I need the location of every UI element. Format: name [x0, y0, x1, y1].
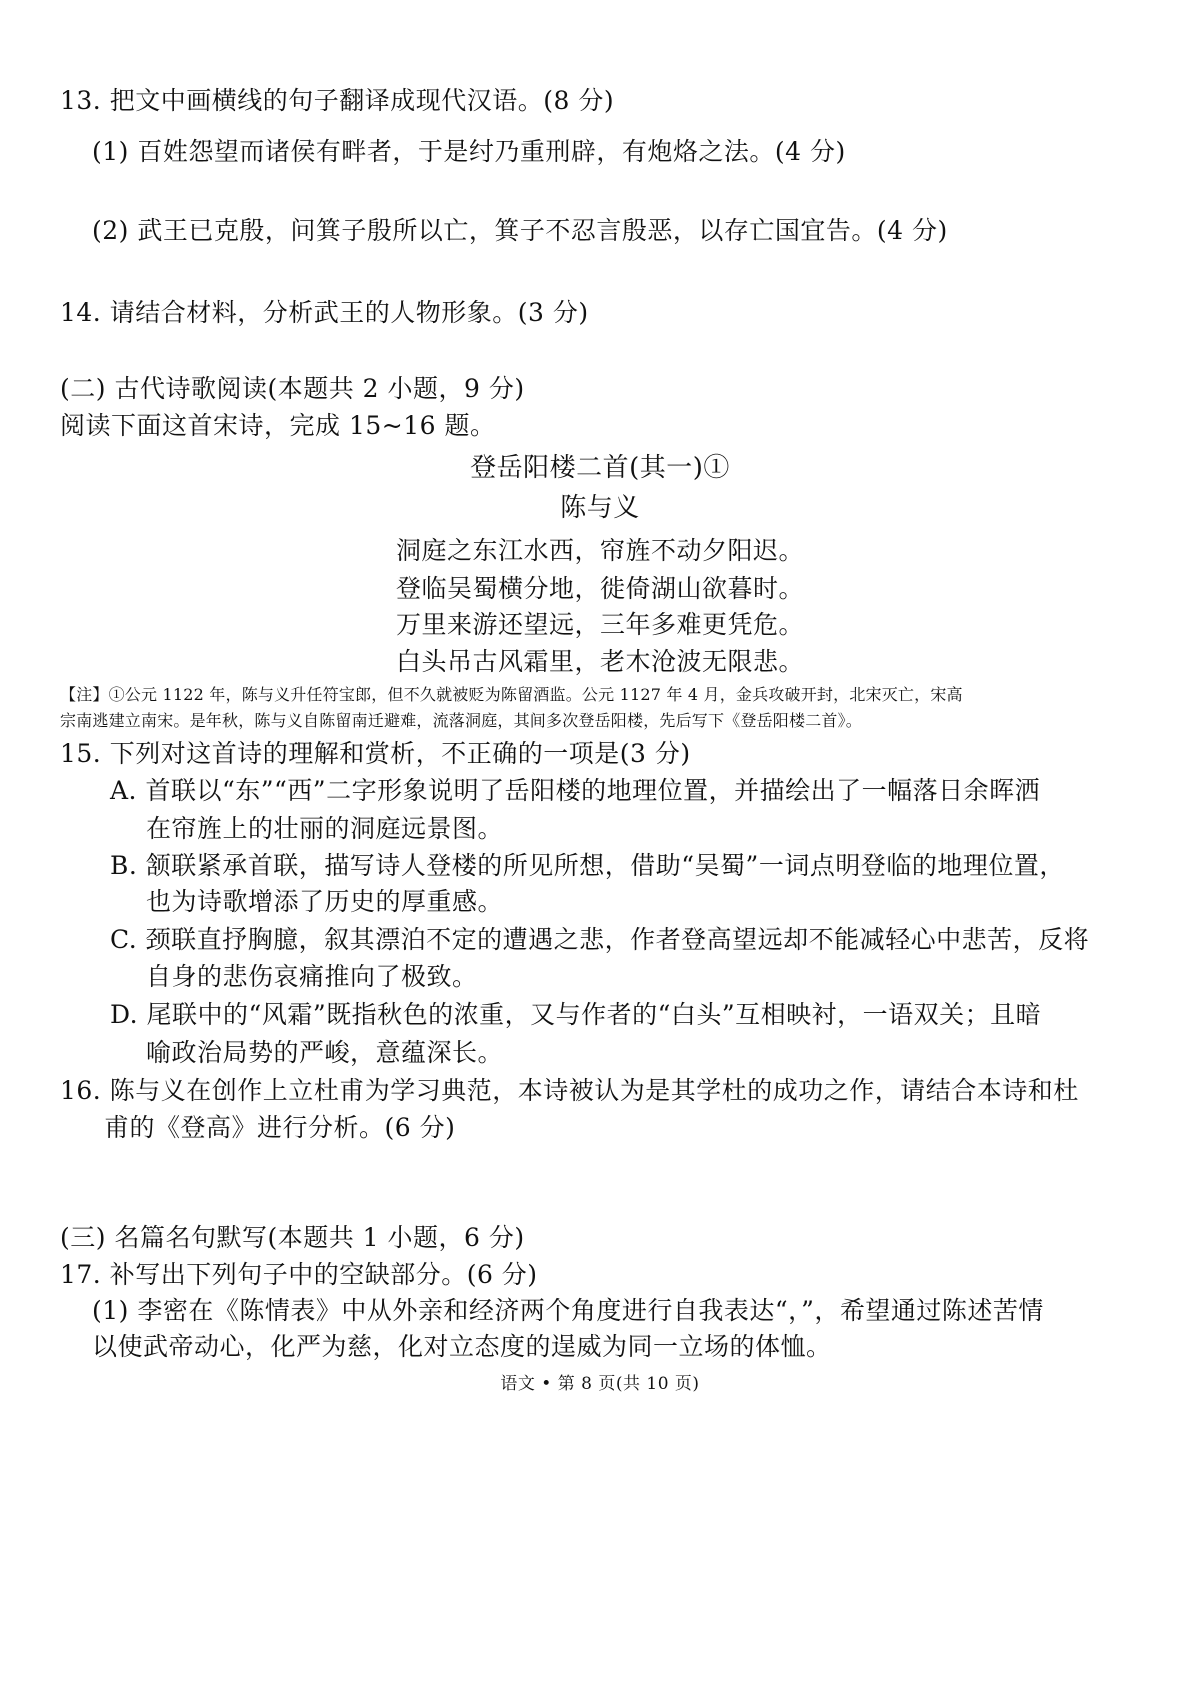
q15-option-b-cont: 也为诗歌增添了历史的厚重感。	[146, 887, 504, 916]
q17-sub1-cont: 以使武帝动心，化严为慈，化对立态度的逞威为同一立场的体恤。	[92, 1332, 832, 1361]
q14-stem: 14. 请结合材料，分析武王的人物形象。(3 分)	[60, 298, 589, 327]
section2-intro: 阅读下面这首宋诗，完成 15~16 题。	[60, 411, 496, 440]
poem-author: 陈与义	[560, 493, 640, 523]
poem-note-line-1: 【注】①公元 1122 年，陈与义升任符宝郎，但不久就被贬为陈留酒监。公元 1127 年 4 月，金兵攻破开封，北宋灭亡，宋高	[60, 685, 963, 704]
q15-stem: 15. 下列对这首诗的理解和赏析，不正确的一项是(3 分)	[60, 739, 691, 768]
q15-option-a: A. 首联以“东”“西”二字形象说明了岳阳楼的地理位置，并描绘出了一幅落日余晖洒	[110, 776, 1041, 805]
q13-stem: 13. 把文中画横线的句子翻译成现代汉语。(8 分)	[60, 86, 615, 115]
q15-option-c-cont: 自身的悲伤哀痛推向了极致。	[146, 962, 478, 991]
q13-sub2: (2) 武王已克殷，问箕子殷所以亡，箕子不忍言殷恶，以存亡国宜告。(4 分)	[92, 216, 948, 245]
poem-line-4: 白头吊古风霜里，老木沧波无限悲。	[395, 647, 804, 676]
poem-line-3: 万里来游还望远，三年多难更凭危。	[395, 610, 804, 639]
q17-sub1: (1) 李密在《陈情表》中从外亲和经济两个角度进行自我表达“，”，希望通过陈述苦情	[92, 1296, 1044, 1325]
q15-option-b: B. 颔联紧承首联，描写诗人登楼的所见所想，借助“吴蜀”一词点明登临的地理位置，	[110, 851, 1065, 880]
q15-option-c: C. 颈联直抒胸臆，叙其漂泊不定的遭遇之悲，作者登高望远却不能减轻心中悲苦，反将	[110, 925, 1090, 954]
q16-stem-cont: 甫的《登高》进行分析。(6 分)	[104, 1113, 456, 1142]
q15-option-d: D. 尾联中的“风霜”既指秋色的浓重，又与作者的“白头”互相映衬，一语双关；且暗	[110, 1000, 1042, 1029]
section2-heading: (二) 古代诗歌阅读(本题共 2 小题，9 分)	[60, 374, 525, 403]
q15-option-d-cont: 喻政治局势的严峻，意蕴深长。	[146, 1038, 504, 1067]
poem-line-2: 登临吴蜀横分地，徙倚湖山欲暮时。	[395, 574, 804, 603]
q16-stem: 16. 陈与义在创作上立杜甫为学习典范，本诗被认为是其学杜的成功之作，请结合本诗和杜	[60, 1076, 1079, 1105]
q15-option-a-cont: 在帘旌上的壮丽的洞庭远景图。	[146, 814, 504, 843]
poem-title: 登岳阳楼二首(其一)①	[470, 453, 730, 483]
poem-line-1: 洞庭之东江水西，帘旌不动夕阳迟。	[395, 536, 804, 565]
section3-heading: (三) 名篇名句默写(本题共 1 小题，6 分)	[60, 1223, 525, 1252]
page-footer: 语文 • 第 8 页(共 10 页)	[500, 1374, 700, 1394]
q13-sub1: (1) 百姓怨望而诸侯有畔者，于是纣乃重刑辟，有炮烙之法。(4 分)	[92, 137, 846, 166]
q17-stem: 17. 补写出下列句子中的空缺部分。(6 分)	[60, 1260, 538, 1289]
poem-note-line-2: 宗南逃建立南宋。是年秋，陈与义自陈留南迁避难，流落洞庭，其间多次登岳阳楼，先后写下《登岳阳楼二首》。	[60, 711, 863, 730]
